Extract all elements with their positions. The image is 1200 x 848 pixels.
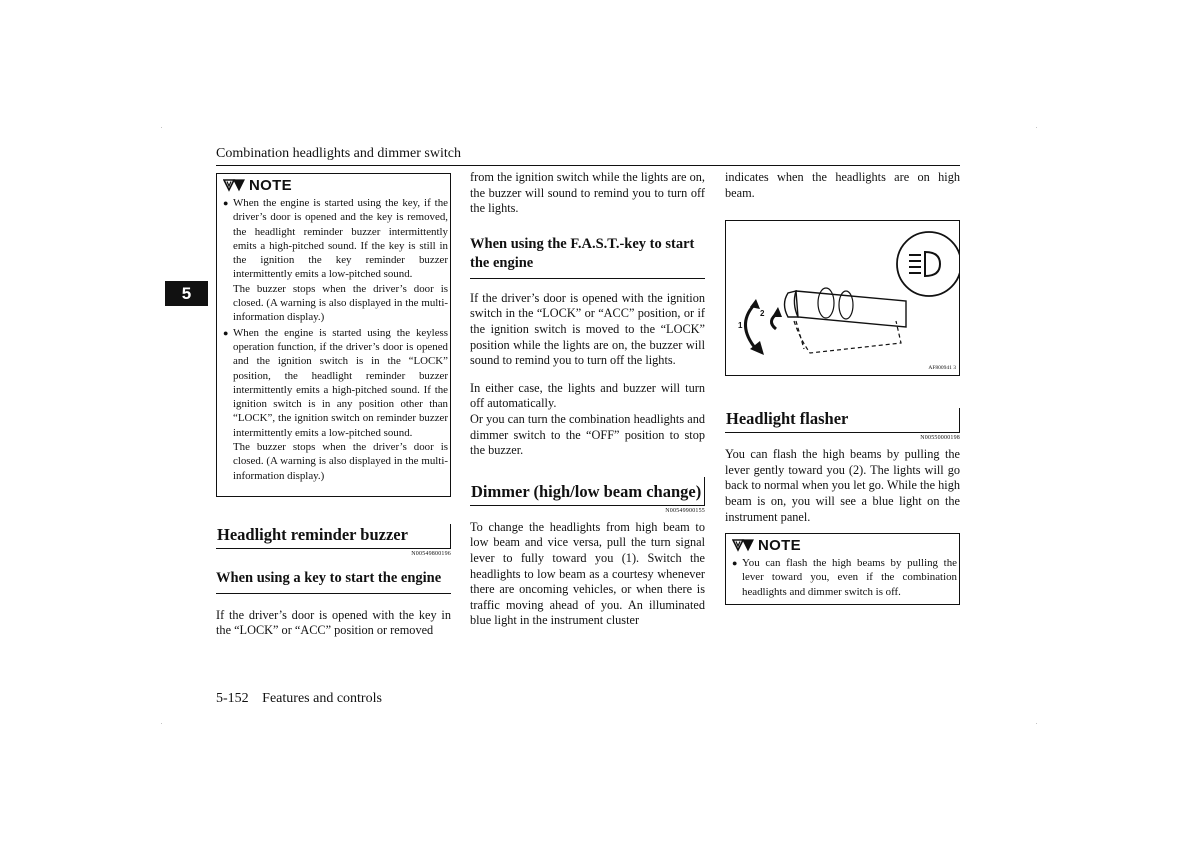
page-footer bbox=[216, 691, 382, 707]
note-header bbox=[223, 174, 448, 196]
crop-mark: · bbox=[160, 718, 163, 728]
crop-mark: · bbox=[160, 122, 163, 132]
note-item bbox=[223, 326, 448, 483]
bullet-icon: ● bbox=[223, 198, 229, 208]
note-text: When the engine is started using the key, if the driver’s door is opened and the key is removed, the headlight reminder buzzer intermittently emits a high-pitched sound. If the key is still in the ignition the key reminder buzzer intermittently emits a low-pitched sound. bbox=[233, 197, 448, 281]
note-box bbox=[725, 533, 960, 605]
crop-mark: · bbox=[1035, 718, 1038, 728]
figure-code: AF800941 3 bbox=[928, 365, 956, 372]
column-3 bbox=[725, 170, 960, 605]
section-heading: Headlight flasher bbox=[725, 408, 960, 433]
note-text: When the engine is started using the keyless operation function, if the driver’s door is opened and the ignition switch is in the “LOCK” position, the headlight reminder buzzer intermittently emits a high-pitched sound. If the ignition switch is in any position other than “LOCK”, the ignition switch on reminder buzzer intermittently emits a low-pitched sound. bbox=[233, 326, 448, 439]
section-code: N00550000198 bbox=[920, 435, 960, 442]
paragraph: If the driver’s door is opened with the key in the “LOCK” or “ACC” position or removed bbox=[216, 607, 451, 638]
section-heading: Dimmer (high/low beam change) bbox=[470, 477, 705, 506]
column-2 bbox=[470, 170, 705, 629]
paragraph: Or you can turn the combination headlights and dimmer switch to the “OFF” position to stop the buzzer. bbox=[470, 411, 705, 458]
headlight-lever-figure bbox=[725, 220, 960, 376]
header-rule bbox=[216, 165, 960, 166]
lever-illustration bbox=[726, 221, 959, 375]
note-label: NOTE bbox=[249, 176, 292, 194]
note-box bbox=[216, 173, 451, 497]
section-code: N00549900155 bbox=[665, 507, 705, 514]
paragraph: indicates when the headlights are on high beam. bbox=[725, 170, 960, 200]
note-label: NOTE bbox=[758, 536, 801, 554]
subsection-heading: When using the F.A.S.T.-key to start the engine bbox=[470, 235, 705, 279]
note-header bbox=[732, 534, 957, 556]
figure-label-1: 1 bbox=[738, 321, 743, 331]
section-code: N00549800196 bbox=[411, 551, 451, 557]
note-followup: The buzzer stops when the driver’s door is closed. (A warning is also displayed in the multi-information display.) bbox=[233, 441, 448, 482]
bullet-icon: ● bbox=[223, 327, 229, 338]
paragraph: If the driver’s door is opened with the ignition switch in the “LOCK” or “ACC” position, or if the ignition switch is moved to the “LOCK” position while the lights are on, the buzzer will sound to remind you to turn off the lights. bbox=[470, 290, 705, 368]
running-header: Combination headlights and dimmer switch bbox=[216, 146, 461, 161]
column-1 bbox=[216, 173, 451, 639]
paragraph: from the ignition switch while the lights are on, the buzzer will sound to remind you to turn off the lights. bbox=[470, 170, 705, 216]
paragraph: You can flash the high beams by pulling the lever gently toward you (2). The lights will go back to normal when you let go. While the high beam is on, you will see a blue light on the instrument panel. bbox=[725, 447, 960, 524]
page-number: 5-152 bbox=[216, 691, 249, 706]
note-item bbox=[223, 196, 448, 325]
bullet-icon: ● bbox=[732, 558, 738, 569]
chapter-tab[interactable]: 5 bbox=[165, 281, 208, 306]
note-icon bbox=[732, 538, 754, 552]
paragraph: In either case, the lights and buzzer will turn off automatically. bbox=[470, 380, 705, 411]
paragraph: To change the headlights from high beam to low beam and vice versa, pull the turn signal lever to fully toward you (1). Switch the headlights to low beam as a courtesy whenever there are oncoming vehicles, or when there is traffic moving ahead of you. An illuminated blue light in the instrument cluster bbox=[470, 519, 705, 628]
note-icon bbox=[223, 178, 245, 192]
section-heading: Headlight reminder buzzer bbox=[216, 524, 451, 549]
note-followup: The buzzer stops when the driver’s door is closed. (A warning is also displayed in the multi-information display.) bbox=[233, 282, 448, 324]
note-text: You can flash the high beams by pulling the lever toward you, even if the combination headlights and dimmer switch is off. bbox=[742, 557, 957, 598]
subsection-heading: When using a key to start the engine bbox=[216, 569, 451, 594]
footer-section: Features and controls bbox=[262, 691, 382, 706]
crop-mark: · bbox=[1035, 122, 1038, 132]
note-item bbox=[732, 556, 957, 599]
figure-label-2: 2 bbox=[760, 309, 765, 319]
